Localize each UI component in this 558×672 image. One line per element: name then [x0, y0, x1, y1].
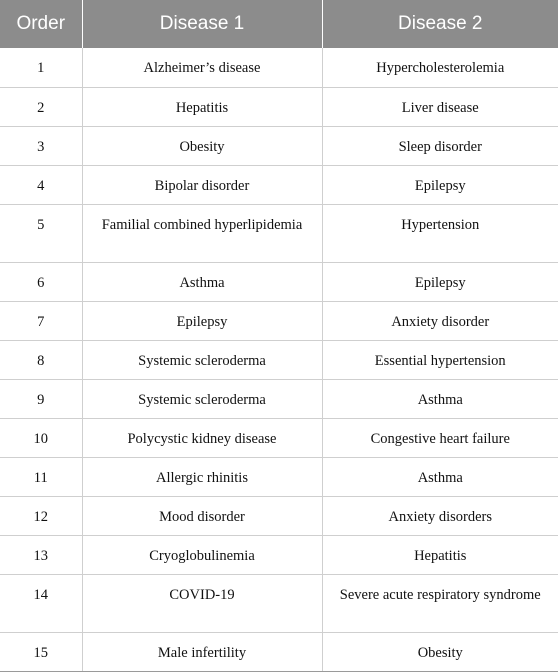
- cell-order: 8: [0, 340, 82, 379]
- cell-disease-1: Asthma: [82, 262, 322, 301]
- table-row: [0, 126, 558, 165]
- cell-order: 2: [0, 87, 82, 126]
- cell-disease-1: Systemic scleroderma: [82, 340, 322, 379]
- cell-disease-2: Obesity: [322, 632, 558, 671]
- header-order: Order: [0, 0, 82, 48]
- header-disease-1: Disease 1: [82, 0, 322, 48]
- cell-disease-1: Male infertility: [82, 632, 322, 671]
- table-row: [0, 457, 558, 496]
- cell-disease-1: Familial combined hyperlipidemia: [82, 204, 322, 262]
- cell-disease-1: Polycystic kidney disease: [82, 418, 322, 457]
- cell-order: 9: [0, 379, 82, 418]
- cell-disease-1: COVID-19: [82, 574, 322, 632]
- cell-disease-1: Bipolar disorder: [82, 165, 322, 204]
- cell-disease-1: Allergic rhinitis: [82, 457, 322, 496]
- cell-disease-2: Congestive heart failure: [322, 418, 558, 457]
- cell-order: 13: [0, 535, 82, 574]
- table-row: [0, 379, 558, 418]
- cell-disease-2: Hypertension: [322, 204, 558, 262]
- cell-disease-2: Anxiety disorders: [322, 496, 558, 535]
- cell-disease-2: Asthma: [322, 379, 558, 418]
- cell-order: 12: [0, 496, 82, 535]
- table-row: [0, 301, 558, 340]
- cell-order: 7: [0, 301, 82, 340]
- cell-disease-1: Mood disorder: [82, 496, 322, 535]
- cell-disease-2: Epilepsy: [322, 262, 558, 301]
- cell-order: 10: [0, 418, 82, 457]
- cell-order: 14: [0, 574, 82, 632]
- table-row: [0, 535, 558, 574]
- cell-disease-1: Obesity: [82, 126, 322, 165]
- table-row: [0, 418, 558, 457]
- table-row: [0, 262, 558, 301]
- table-row: [0, 165, 558, 204]
- cell-disease-2: Asthma: [322, 457, 558, 496]
- table-header: [0, 0, 558, 48]
- table-row: [0, 48, 558, 87]
- cell-order: 1: [0, 48, 82, 87]
- cell-disease-2: Sleep disorder: [322, 126, 558, 165]
- cell-order: 4: [0, 165, 82, 204]
- cell-disease-2: Hypercholesterolemia: [322, 48, 558, 87]
- cell-disease-2: Essential hypertension: [322, 340, 558, 379]
- cell-disease-2: Hepatitis: [322, 535, 558, 574]
- table-row: [0, 87, 558, 126]
- cell-disease-2: Epilepsy: [322, 165, 558, 204]
- table-row: [0, 340, 558, 379]
- header-disease-2: Disease 2: [322, 0, 558, 48]
- cell-disease-1: Cryoglobulinemia: [82, 535, 322, 574]
- cell-disease-1: Epilepsy: [82, 301, 322, 340]
- cell-order: 11: [0, 457, 82, 496]
- cell-disease-2: Severe acute respiratory syndrome: [322, 574, 558, 632]
- cell-order: 5: [0, 204, 82, 262]
- cell-disease-1: Alzheimer’s disease: [82, 48, 322, 87]
- cell-order: 6: [0, 262, 82, 301]
- cell-order: 15: [0, 632, 82, 671]
- table-row: [0, 574, 558, 632]
- cell-order: 3: [0, 126, 82, 165]
- table-row: [0, 204, 558, 262]
- cell-disease-1: Systemic scleroderma: [82, 379, 322, 418]
- header-row: [0, 0, 558, 48]
- table-row: [0, 632, 558, 671]
- cell-disease-1: Hepatitis: [82, 87, 322, 126]
- table-row: [0, 496, 558, 535]
- table-body: [0, 48, 558, 671]
- cell-disease-2: Liver disease: [322, 87, 558, 126]
- cell-disease-2: Anxiety disorder: [322, 301, 558, 340]
